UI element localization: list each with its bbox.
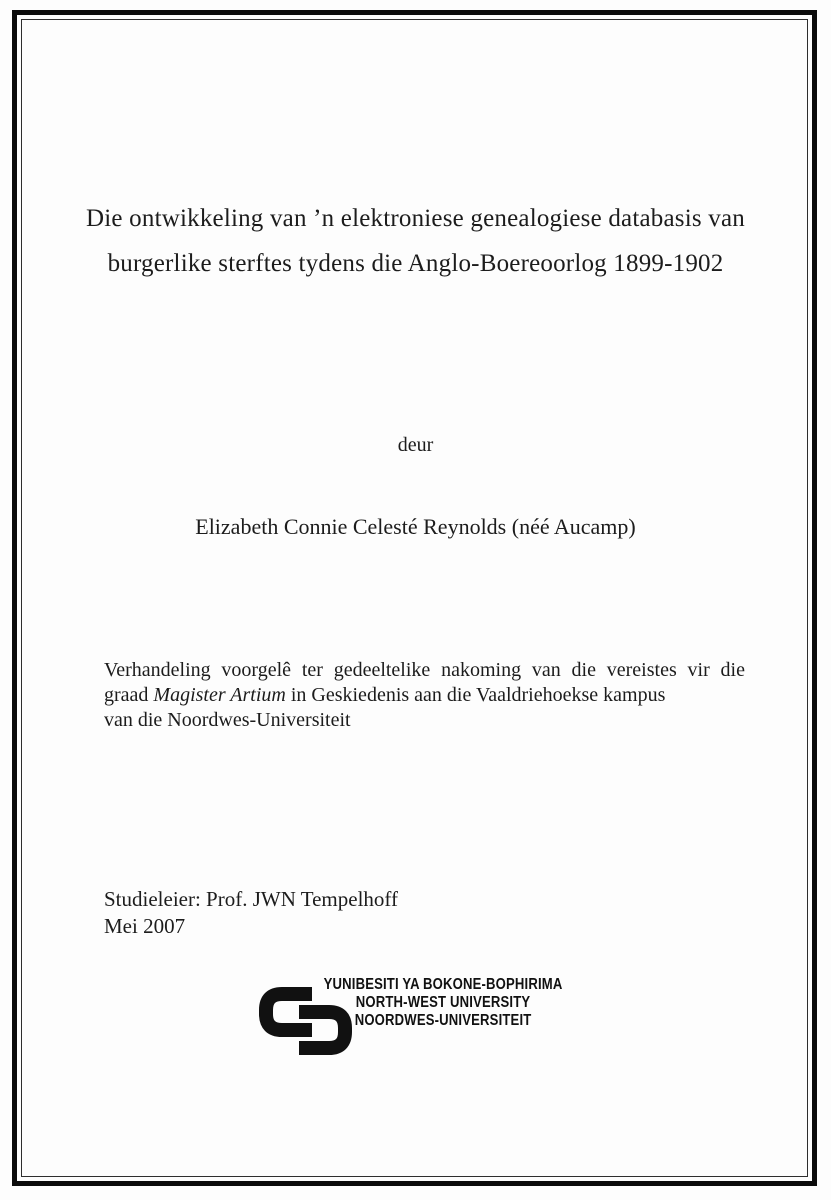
logo-line-2: NORTH-WEST UNIVERSITY — [355, 994, 531, 1011]
statement-line-1: Verhandeling voorgelê ter gedeeltelike nakoming van die vereistes vir die — [104, 659, 745, 681]
logo-line-1: YUNIBESITI YA BOKONE-BOPHIRIMA — [323, 976, 563, 993]
statement-line-2-pre: graad — [104, 684, 154, 706]
supervisor-line: Studieleier: Prof. JWN Tempelhoff — [104, 887, 399, 911]
title-line-2: burgerlike sterftes tydens die Anglo-Boereoorlog 1899-1902 — [107, 250, 724, 277]
university-logo-wordmark — [318, 976, 568, 1030]
title-line-1: Die ontwikkeling van ’n elektroniese genealogiese databasis van — [86, 205, 745, 232]
date-line: Mei 2007 — [104, 914, 186, 938]
statement-line-2-post: in Geskiedenis aan die Vaaldriehoekse kampus — [285, 684, 666, 706]
submission-statement — [104, 658, 745, 733]
statement-line-2 — [104, 683, 745, 708]
degree-name-italic: Magister Artium — [153, 684, 286, 706]
author-name: Elizabeth Connie Celesté Reynolds (néé Aucamp) — [195, 514, 636, 539]
byline: deur — [397, 434, 434, 456]
supervisor-block — [104, 886, 398, 940]
thesis-title — [60, 196, 771, 286]
statement-line-3: van die Noordwes-Universiteit — [104, 709, 351, 731]
logo-line-3: NOORDWES-UNIVERSITEIT — [354, 1012, 532, 1029]
